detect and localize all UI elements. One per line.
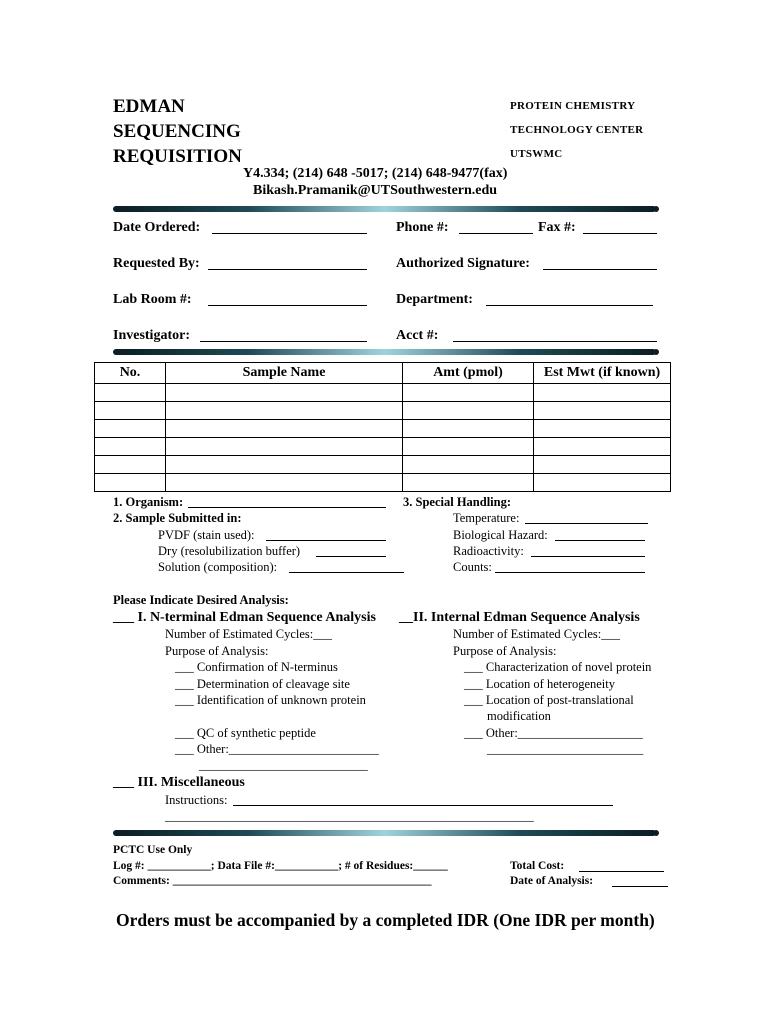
cell[interactable] bbox=[534, 420, 671, 438]
col-header-mwt: Est Mwt (if known) bbox=[534, 363, 671, 384]
cell[interactable] bbox=[534, 438, 671, 456]
title-line-3: REQUISITION bbox=[113, 146, 242, 167]
internal-option[interactable]: ___ Characterization of novel protein bbox=[464, 660, 652, 674]
lab-room-field[interactable] bbox=[208, 305, 367, 306]
cell[interactable] bbox=[166, 384, 403, 402]
table-row[interactable] bbox=[95, 438, 671, 456]
internal-title[interactable]: __II. Internal Edman Sequence Analysis bbox=[399, 610, 640, 625]
fax-field[interactable] bbox=[583, 233, 657, 234]
date-ordered-label: Date Ordered: bbox=[113, 220, 201, 235]
internal-option[interactable]: ___ Location of post-translational bbox=[464, 693, 634, 707]
form-title bbox=[113, 94, 242, 169]
internal-option[interactable]: ___ Location of heterogeneity bbox=[464, 677, 615, 691]
instructions-line2[interactable]: ___________________________________________________________ bbox=[165, 809, 534, 823]
org-line-3: UTSWMC bbox=[510, 148, 563, 160]
biohazard-field[interactable] bbox=[555, 540, 645, 541]
pvdf-label: PVDF (stain used): bbox=[158, 528, 255, 542]
instructions-label: Instructions: bbox=[165, 793, 228, 807]
instructions-field[interactable] bbox=[233, 805, 613, 806]
n-terminal-option[interactable]: ___ QC of synthetic peptide bbox=[175, 726, 316, 740]
department-field[interactable] bbox=[486, 305, 653, 306]
n-terminal-option[interactable]: ___ Identification of unknown protein bbox=[175, 693, 366, 707]
cell[interactable] bbox=[95, 402, 166, 420]
pvdf-field[interactable] bbox=[266, 540, 386, 541]
radioactivity-label: Radioactivity: bbox=[453, 544, 524, 558]
total-cost-label: Total Cost: bbox=[510, 860, 565, 872]
col-header-amt: Amt (pmol) bbox=[403, 363, 534, 384]
internal-option[interactable]: ___ Other:____________________ bbox=[464, 726, 643, 740]
phone-field[interactable] bbox=[459, 233, 533, 234]
org-line-1: PROTEIN CHEMISTRY bbox=[510, 100, 636, 112]
acct-field[interactable] bbox=[453, 341, 657, 342]
investigator-label: Investigator: bbox=[113, 328, 190, 343]
counts-field[interactable] bbox=[495, 572, 645, 573]
cell[interactable] bbox=[95, 420, 166, 438]
title-line-2: SEQUENCING bbox=[113, 121, 241, 142]
divider-bar bbox=[113, 830, 656, 836]
pctc-log-line[interactable]: Log #: ___________; Data File #:___________; # of Residues:______ bbox=[113, 860, 448, 872]
contact-phone: Y4.334; (214) 648 -5017; (214) 648-9477(fax) bbox=[243, 166, 508, 181]
investigator-field[interactable] bbox=[200, 341, 367, 342]
cell[interactable] bbox=[166, 456, 403, 474]
n-terminal-cycles[interactable]: Number of Estimated Cycles:___ bbox=[165, 627, 332, 641]
n-terminal-title[interactable]: ___ I. N-terminal Edman Sequence Analysis bbox=[113, 610, 376, 625]
internal-purpose: Purpose of Analysis: bbox=[453, 644, 557, 658]
comments-line[interactable]: Comments: _____________________________________________ bbox=[113, 875, 432, 887]
cell[interactable] bbox=[166, 402, 403, 420]
requested-by-field[interactable] bbox=[208, 269, 367, 270]
contact-email: Bikash.Pramanik@UTSouthwestern.edu bbox=[253, 183, 498, 198]
table-row[interactable] bbox=[95, 456, 671, 474]
n-terminal-purpose: Purpose of Analysis: bbox=[165, 644, 269, 658]
internal-option-cont: modification bbox=[487, 709, 551, 723]
cell[interactable] bbox=[534, 474, 671, 492]
requested-by-label: Requested By: bbox=[113, 256, 200, 271]
organism-label: 1. Organism: bbox=[113, 495, 184, 509]
n-terminal-option[interactable]: ___ Determination of cleavage site bbox=[175, 677, 350, 691]
authorized-signature-label: Authorized Signature: bbox=[396, 256, 530, 271]
org-line-2: TECHNOLOGY CENTER bbox=[510, 124, 644, 136]
cell[interactable] bbox=[534, 384, 671, 402]
organism-field[interactable] bbox=[188, 507, 386, 508]
cell[interactable] bbox=[403, 438, 534, 456]
analysis-prompt: Please Indicate Desired Analysis: bbox=[113, 593, 289, 607]
misc-title[interactable]: ___ III. Miscellaneous bbox=[113, 775, 245, 790]
n-terminal-option[interactable]: ___ Confirmation of N-terminus bbox=[175, 660, 338, 674]
date-of-analysis-label: Date of Analysis: bbox=[510, 875, 594, 887]
dry-field[interactable] bbox=[316, 556, 386, 557]
n-terminal-option[interactable]: ___ Other:________________________ bbox=[175, 742, 379, 756]
acct-label: Acct #: bbox=[396, 328, 439, 343]
cell[interactable] bbox=[403, 402, 534, 420]
table-row[interactable] bbox=[95, 384, 671, 402]
cell[interactable] bbox=[95, 438, 166, 456]
col-header-no: No. bbox=[95, 363, 166, 384]
table-row[interactable] bbox=[95, 420, 671, 438]
lab-room-label: Lab Room #: bbox=[113, 292, 192, 307]
special-handling-label: 3. Special Handling: bbox=[403, 495, 512, 509]
cell[interactable] bbox=[95, 456, 166, 474]
divider-bar bbox=[113, 206, 656, 212]
internal-cycles[interactable]: Number of Estimated Cycles:___ bbox=[453, 627, 620, 641]
dry-label: Dry (resolubilization buffer) bbox=[158, 544, 301, 558]
counts-label: Counts: bbox=[453, 560, 492, 574]
table-row[interactable] bbox=[95, 402, 671, 420]
table-header-row bbox=[95, 363, 671, 384]
cell[interactable] bbox=[534, 402, 671, 420]
cell[interactable] bbox=[403, 384, 534, 402]
date-of-analysis-field[interactable] bbox=[612, 886, 668, 887]
cell[interactable] bbox=[166, 420, 403, 438]
solution-label: Solution (composition): bbox=[158, 560, 278, 574]
title-line-1: EDMAN bbox=[113, 96, 185, 117]
cell[interactable] bbox=[166, 474, 403, 492]
radioactivity-field[interactable] bbox=[531, 556, 645, 557]
fax-label: Fax #: bbox=[538, 220, 576, 235]
department-label: Department: bbox=[396, 292, 473, 307]
cell[interactable] bbox=[403, 456, 534, 474]
n-terminal-other-line2[interactable]: ___________________________ bbox=[199, 758, 368, 772]
cell[interactable] bbox=[166, 438, 403, 456]
cell[interactable] bbox=[403, 420, 534, 438]
cell[interactable] bbox=[403, 474, 534, 492]
pctc-heading: PCTC Use Only bbox=[113, 844, 193, 856]
solution-field[interactable] bbox=[289, 572, 404, 573]
biohazard-label: Biological Hazard: bbox=[453, 528, 548, 542]
cell[interactable] bbox=[95, 384, 166, 402]
divider-bar bbox=[113, 349, 656, 355]
total-cost-field[interactable] bbox=[579, 871, 664, 872]
temperature-label: Temperature: bbox=[453, 511, 520, 525]
sample-table bbox=[94, 362, 671, 492]
internal-other-line2[interactable]: _________________________ bbox=[487, 742, 644, 756]
phone-label: Phone #: bbox=[396, 220, 449, 235]
cell[interactable] bbox=[534, 456, 671, 474]
cell[interactable] bbox=[95, 474, 166, 492]
temperature-field[interactable] bbox=[525, 523, 648, 524]
authorized-signature-field[interactable] bbox=[543, 269, 657, 270]
date-ordered-field[interactable] bbox=[212, 233, 367, 234]
sample-submitted-label: 2. Sample Submitted in: bbox=[113, 511, 242, 525]
table-row[interactable] bbox=[95, 474, 671, 492]
footer-note: Orders must be accompanied by a completed IDR (One IDR per month) bbox=[116, 910, 655, 930]
col-header-sample-name: Sample Name bbox=[166, 363, 403, 384]
